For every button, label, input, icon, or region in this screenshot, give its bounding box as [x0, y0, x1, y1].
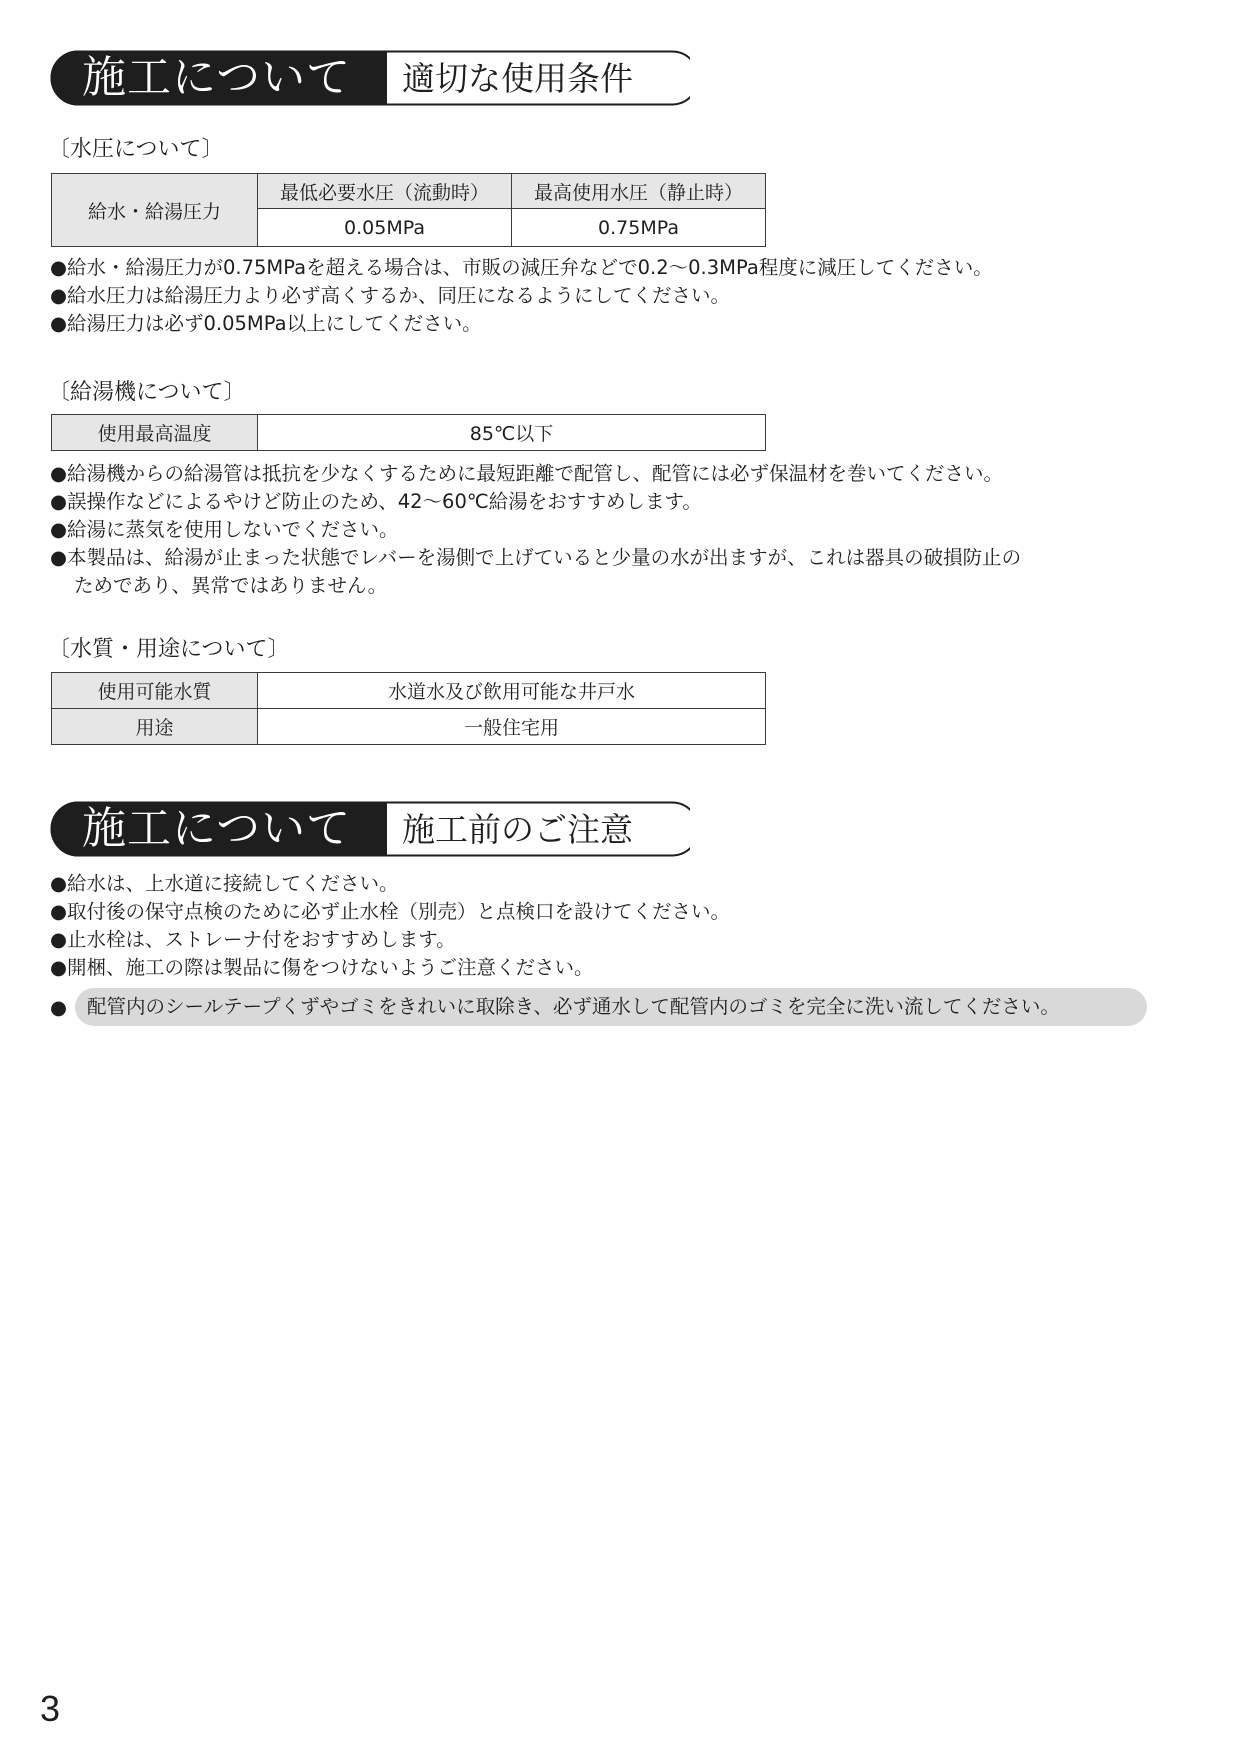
max-temp-label: 使用最高温度: [52, 415, 258, 451]
section-banner-conditions: [50, 50, 690, 106]
note-item: ●止水栓は、ストレーナ付をおすすめします。: [50, 928, 456, 951]
banner-title: 施工について: [82, 52, 352, 103]
heater-notes: [50, 460, 1021, 600]
highlight-text: 配管内のシールテープくずやゴミをきれいに取除き、必ず通水して配管内のゴミを完全に洗い流してください。: [75, 988, 1147, 1026]
note-continuation: ためであり、異常ではありません。: [74, 574, 388, 597]
water-pressure-notes: [50, 254, 993, 338]
bullet-dot: ●: [50, 996, 68, 1019]
page-number: 3: [40, 1688, 61, 1729]
banner-subtitle: 適切な使用条件: [402, 59, 633, 98]
heater-table: [51, 414, 766, 451]
note-item: ●本製品は、給湯が止まった状態でレバーを湯側で上げていると少量の水が出ますが、これは器具の破損防止の: [50, 546, 1022, 569]
pressure-row-label: 給水・給湯圧力: [52, 174, 258, 247]
quality-value: 水道水及び飲用可能な井戸水: [258, 673, 766, 709]
water-pressure-table: [51, 173, 766, 247]
min-pressure-value: 0.05MPa: [258, 209, 512, 247]
max-temp-value: 85℃以下: [258, 415, 766, 451]
note-item: ●給湯圧力は必ず0.05MPa以上にしてください。: [50, 312, 482, 335]
section-banner-precautions: [50, 801, 690, 857]
note-item: ●給水は、上水道に接続してください。: [50, 872, 399, 895]
usage-label: 用途: [52, 709, 258, 745]
heater-heading: 〔給湯機について〕: [48, 380, 246, 405]
max-pressure-header: 最高使用水圧（静止時）: [512, 174, 766, 209]
min-pressure-header: 最低必要水圧（流動時）: [258, 174, 512, 209]
note-item: ●給水圧力は給湯圧力より必ず高くするか、同圧になるようにしてください。: [50, 284, 731, 307]
note-item: ●給水・給湯圧力が0.75MPaを超える場合は、市販の減圧弁などで0.2～0.3MPa程度に減圧してください。: [50, 256, 993, 279]
quality-label: 使用可能水質: [52, 673, 258, 709]
note-item: ●給湯機からの給湯管は抵抗を少なくするために最短距離で配管し、配管には必ず保温材を巻いてください。: [50, 462, 1004, 485]
banner-subtitle: 施工前のご注意: [402, 810, 633, 849]
quality-table: [51, 672, 766, 745]
banner-title: 施工について: [82, 803, 352, 854]
note-item: ●開梱、施工の際は製品に傷をつけないようご注意ください。: [50, 956, 594, 979]
water-pressure-heading: 〔水圧について〕: [48, 137, 224, 162]
note-item: ●給湯に蒸気を使用しないでください。: [50, 518, 399, 541]
usage-value: 一般住宅用: [258, 709, 766, 745]
quality-heading: 〔水質・用途について〕: [48, 637, 290, 662]
max-pressure-value: 0.75MPa: [512, 209, 766, 247]
note-item: ●取付後の保守点検のために必ず止水栓（別売）と点検口を設けてください。: [50, 900, 731, 923]
pre-install-notes: [50, 870, 730, 982]
note-item: ●誤操作などによるやけど防止のため、42～60℃給湯をおすすめします。: [50, 490, 702, 513]
